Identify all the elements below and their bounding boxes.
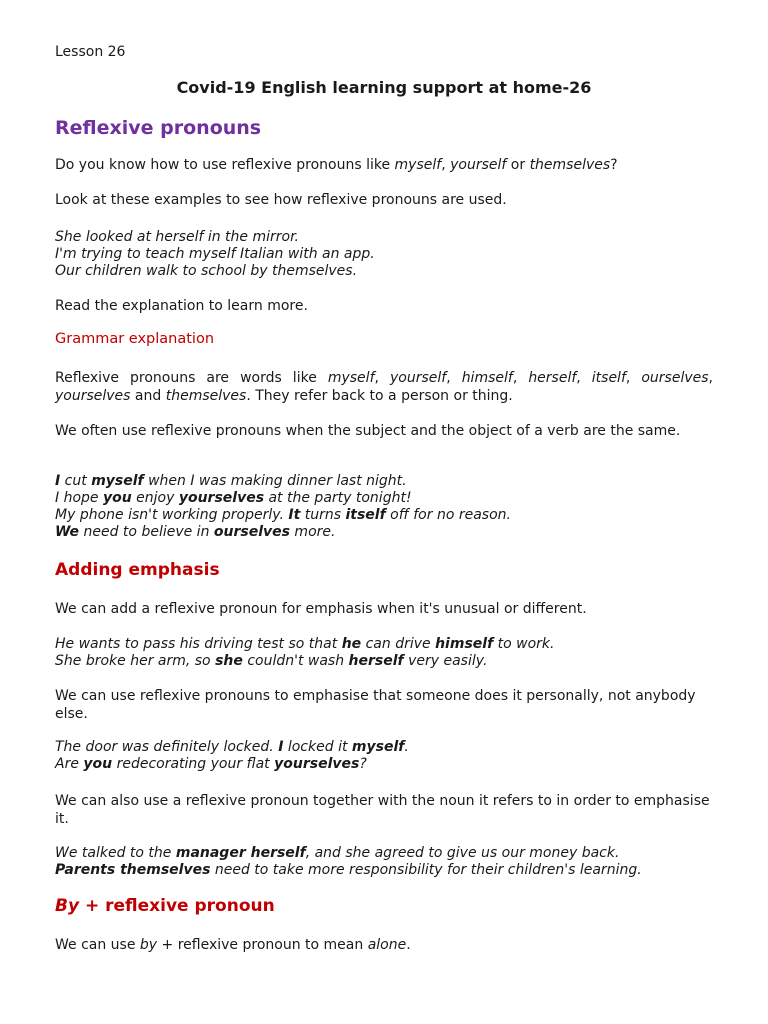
intro-examples	[55, 229, 713, 280]
grammar-examples	[55, 473, 713, 541]
example-line: She broke her arm, so she couldn't wash herself very easily.	[55, 653, 488, 669]
example-line: I'm trying to teach myself Italian with an app.	[55, 246, 375, 262]
example-line: Parents themselves need to take more responsibility for their children's learning.	[55, 862, 642, 878]
example-line: The door was definitely locked. I locked it myself.	[55, 739, 409, 755]
by-paragraph: We can use by + reflexive pronoun to mean alone.	[55, 937, 411, 953]
example-line: I cut myself when I was making dinner last night.	[55, 473, 407, 489]
intro-question: Do you know how to use reflexive pronouns like myself, yourself or themselves?	[55, 157, 618, 173]
emphasis-examples-3	[55, 845, 713, 879]
example-line: We need to believe in ourselves more.	[55, 524, 336, 540]
example-line: She looked at herself in the mirror.	[55, 229, 300, 245]
emphasis-p1: We can add a reflexive pronoun for emphasis when it's unusual or different.	[55, 601, 587, 617]
intro-look: Look at these examples to see how reflexive pronouns are used.	[55, 192, 507, 208]
by-heading: By + reflexive pronoun	[55, 896, 275, 916]
grammar-definition: Reflexive pronouns are words like myself, yourself, himself, herself, itself, ourselves, yourselves and themselves. They refer back to a person or thing.	[55, 370, 713, 404]
grammar-heading: Grammar explanation	[55, 331, 215, 347]
emphasis-p3: We can also use a reflexive pronoun together with the noun it refers to in order to emphasise it.	[55, 793, 710, 827]
emphasis-examples-1	[55, 636, 713, 670]
document-title: Covid-19 English learning support at home-26	[176, 78, 592, 97]
example-line: We talked to the manager herself, and she agreed to give us our money back.	[55, 845, 620, 861]
example-line: My phone isn't working properly. It turns itself off for no reason.	[55, 507, 511, 523]
lesson-label: Lesson 26	[55, 44, 126, 60]
example-line: I hope you enjoy yourselves at the party tonight!	[55, 490, 412, 506]
emphasis-heading: Adding emphasis	[55, 560, 220, 580]
main-heading: Reflexive pronouns	[55, 117, 262, 139]
emphasis-p2: We can use reflexive pronouns to emphasise that someone does it personally, not anybody else.	[55, 688, 696, 722]
example-line: Our children walk to school by themselves.	[55, 263, 358, 279]
intro-read: Read the explanation to learn more.	[55, 298, 308, 314]
grammar-often: We often use reflexive pronouns when the subject and the object of a verb are the same.	[55, 423, 681, 439]
emphasis-examples-2	[55, 739, 713, 773]
example-line: Are you redecorating your flat yourselves?	[55, 756, 367, 772]
example-line: He wants to pass his driving test so that he can drive himself to work.	[55, 636, 555, 652]
